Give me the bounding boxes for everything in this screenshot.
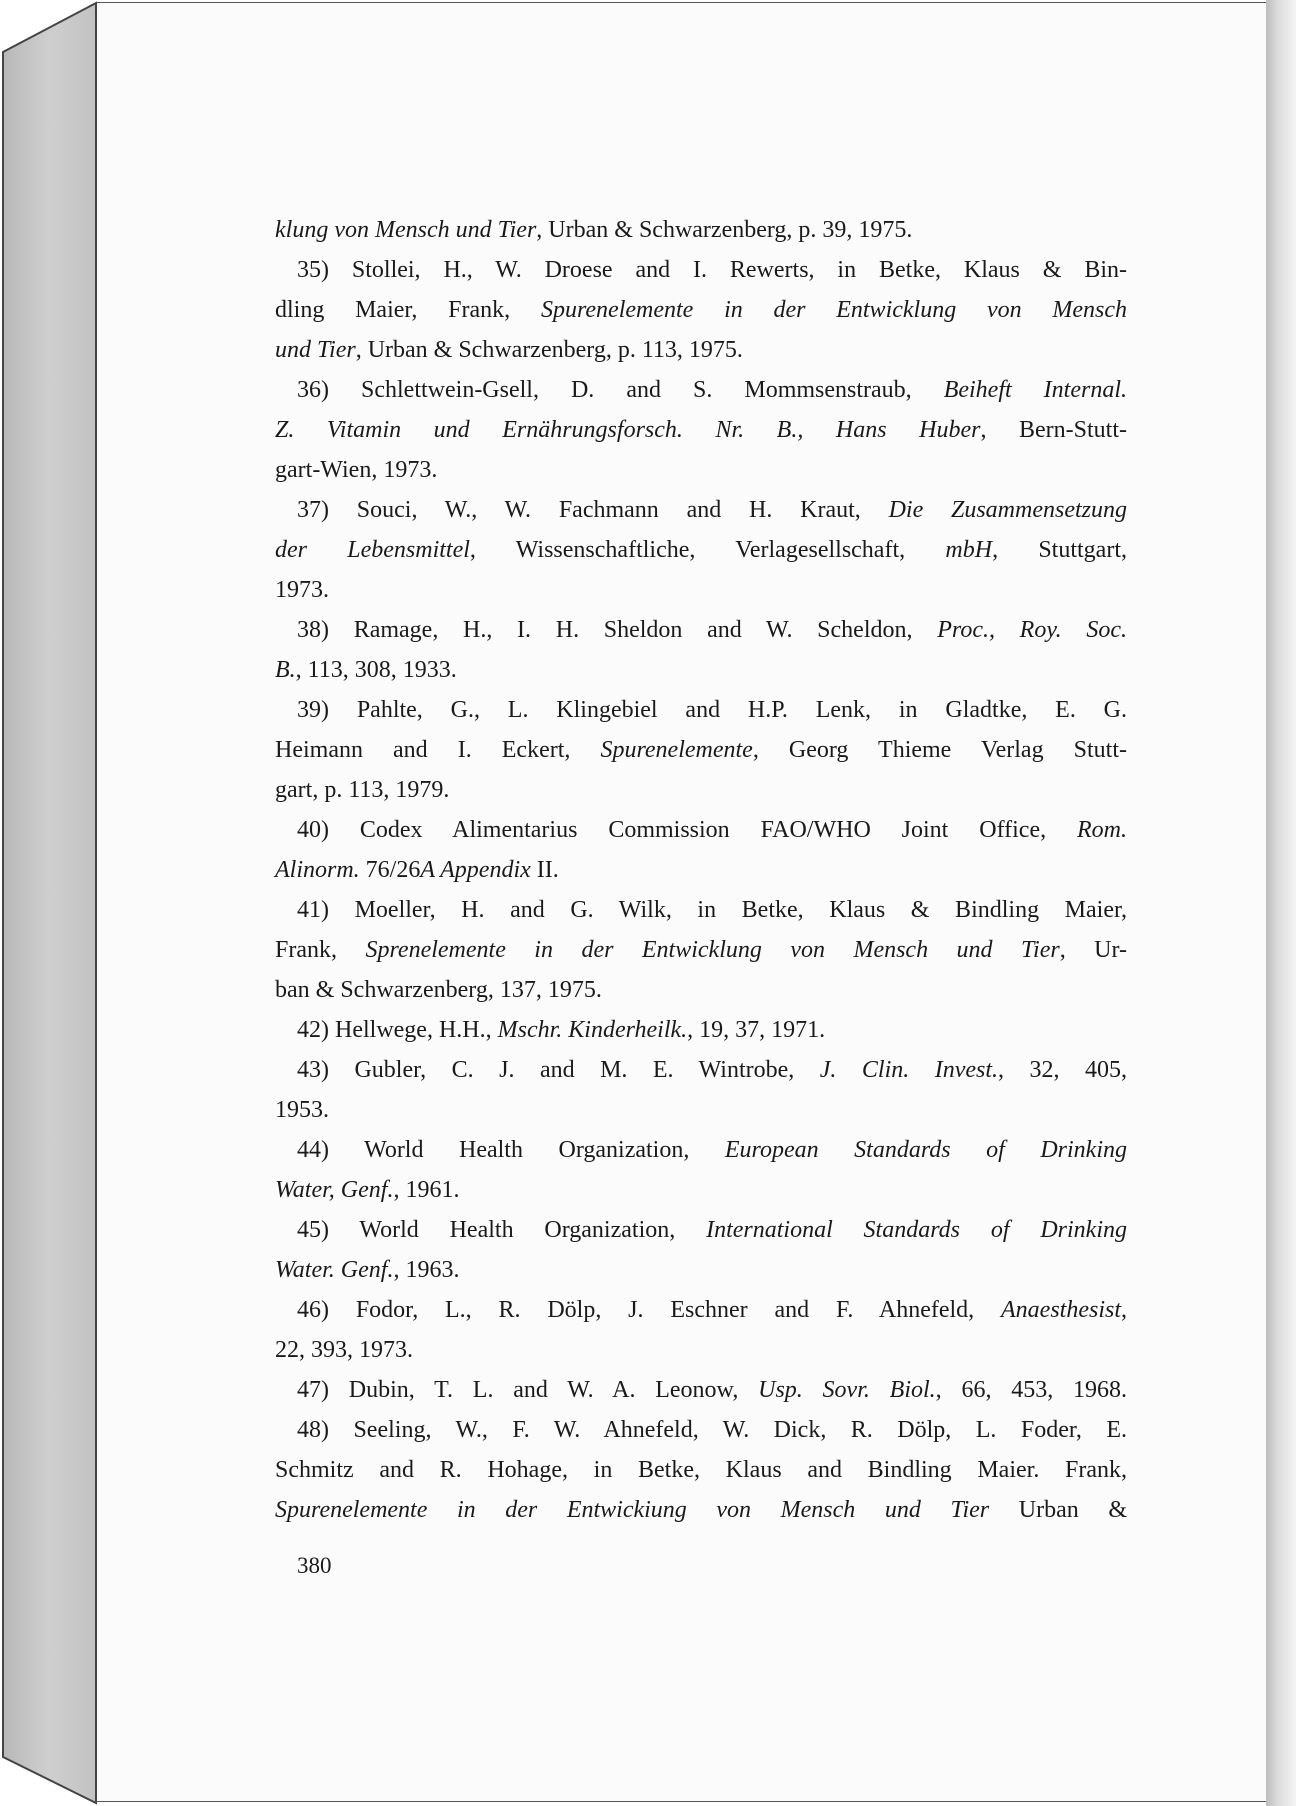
text: 42) Hellwege, H.H., — [297, 1017, 498, 1043]
text: 40) Codex Alimentarius Commission FAO/WHO Joint Office, — [297, 817, 1077, 843]
italic-text: Mschr. Kinderheilk. — [497, 1017, 688, 1043]
reference-line — [275, 570, 1127, 610]
italic-text: Alinorm. — [275, 857, 360, 883]
reference-line — [275, 1370, 1127, 1410]
text: , Wissenschaftliche, Verlagesellschaft, — [469, 537, 946, 563]
text: Schmitz and R. Hohage, in Betke, Klaus and Bindling Maier. Frank, — [275, 1457, 1127, 1483]
text: , 66, 453, 1968. — [935, 1377, 1127, 1403]
page-number: 380 — [297, 1553, 332, 1578]
italic-text: A Appendix — [420, 857, 531, 883]
reference-line — [275, 1090, 1127, 1130]
text: gart, p. 113, 1979. — [275, 777, 450, 803]
italic-text: Spurenelemente — [600, 737, 753, 763]
text: , 1961. — [393, 1177, 460, 1203]
book-spine — [0, 0, 100, 1806]
reference-line — [275, 1290, 1127, 1330]
reference-line — [275, 1330, 1127, 1370]
italic-text: Spurenelemente in der Entwicklung von Mensch — [540, 297, 1127, 323]
italic-text: European Standards of Drinking — [724, 1137, 1127, 1163]
reference-line — [275, 450, 1127, 490]
italic-text: Spurenelemente in der Entwickiung von Mensch und Tier — [275, 1497, 990, 1523]
italic-text: J. Clin. Invest. — [819, 1057, 999, 1083]
text: 22, 393, 1973. — [275, 1337, 413, 1363]
reference-line — [275, 690, 1127, 730]
text: , Stuttgart, — [992, 537, 1127, 563]
text: 47) Dubin, T. L. and W. A. Leonow, — [297, 1377, 759, 1403]
italic-text: mbH — [945, 537, 993, 563]
text: 35) Stollei, H., W. Droese and I. Rewerts, in Betke, Klaus & Bin- — [297, 257, 1127, 283]
reference-line — [275, 770, 1127, 810]
text: , Urban & Schwarzenberg, p. 113, 1975. — [355, 337, 743, 363]
reference-line — [275, 1490, 1127, 1530]
text: , Ur- — [1059, 937, 1127, 963]
reference-line — [275, 290, 1127, 330]
reference-line — [275, 1170, 1127, 1210]
text: gart-Wien, 1973. — [275, 457, 438, 483]
reference-line — [275, 1210, 1127, 1250]
reference-line — [275, 970, 1127, 1010]
reference-line — [275, 1050, 1127, 1090]
text: 43) Gubler, C. J. and M. E. Wintrobe, — [297, 1057, 820, 1083]
italic-text: Proc., Roy. Soc. — [937, 617, 1127, 643]
text: Heimann and I. Eckert, — [275, 737, 601, 763]
italic-text: Anaesthesist — [1001, 1297, 1121, 1323]
reference-line — [275, 370, 1127, 410]
reference-line — [275, 650, 1127, 690]
text: 48) Seeling, W., F. W. Ahnefeld, W. Dick, R. Dölp, L. Foder, E. — [297, 1417, 1127, 1443]
reference-line — [275, 490, 1127, 530]
text: , 1963. — [393, 1257, 460, 1283]
reference-line — [275, 1450, 1127, 1490]
reference-line — [275, 1010, 1127, 1050]
reference-line — [275, 250, 1127, 290]
italic-text: Rom. — [1077, 817, 1127, 843]
text: Frank, — [275, 937, 366, 963]
reference-line — [275, 210, 1127, 250]
reference-line — [275, 930, 1127, 970]
italic-text: Sprenelemente in der Entwicklung von Mensch und Tier — [365, 937, 1060, 963]
reference-line — [275, 330, 1127, 370]
reference-line — [275, 890, 1127, 930]
reference-line — [275, 530, 1127, 570]
reference-list — [275, 210, 1127, 1530]
text: 76/26 — [359, 857, 421, 883]
text: II. — [530, 857, 559, 883]
italic-text: und Tier — [275, 337, 356, 363]
text: 1973. — [275, 577, 329, 603]
italic-text: Usp. Sovr. Biol. — [758, 1377, 936, 1403]
reference-line — [275, 610, 1127, 650]
italic-text: der Lebensmittel — [275, 537, 470, 563]
italic-text: Z. Vitamin und Ernährungsforsch. Nr. B., Hans Huber — [275, 417, 981, 443]
reference-line — [275, 410, 1127, 450]
text: 1953. — [275, 1097, 329, 1123]
italic-text: International Standards of Drinking — [706, 1217, 1127, 1243]
text: , Georg Thieme Verlag Stutt- — [752, 737, 1127, 763]
text: dling Maier, Frank, — [275, 297, 541, 323]
italic-text: Die Zusammensetzung — [888, 497, 1127, 523]
italic-text: klung von Mensch und Tier — [275, 217, 537, 243]
text: 41) Moeller, H. and G. Wilk, in Betke, Klaus & Bindling Maier, — [297, 897, 1127, 923]
reference-line — [275, 810, 1127, 850]
text: , 113, 308, 1933. — [295, 657, 457, 683]
text: 37) Souci, W., W. Fachmann and H. Kraut, — [297, 497, 889, 523]
text: 46) Fodor, L., R. Dölp, J. Eschner and F. Ahnefeld, — [297, 1297, 1001, 1323]
italic-text: Beiheft Internal. — [943, 377, 1127, 403]
text: , — [1121, 1297, 1127, 1323]
text: 39) Pahlte, G., L. Klingebiel and H.P. Lenk, in Gladtke, E. G. — [297, 697, 1127, 723]
text: 36) Schlettwein-Gsell, D. and S. Mommsenstraub, — [297, 377, 944, 403]
text: 45) World Health Organization, — [297, 1217, 707, 1243]
reference-line — [275, 1410, 1127, 1450]
text: , 19, 37, 1971. — [687, 1017, 826, 1043]
text: ban & Schwarzenberg, 137, 1975. — [275, 977, 602, 1003]
text: , 32, 405, — [998, 1057, 1127, 1083]
text: Urban & — [989, 1497, 1127, 1523]
italic-text: B. — [275, 657, 296, 683]
page-shadow — [1266, 0, 1296, 1806]
reference-line — [275, 1130, 1127, 1170]
text: , Urban & Schwarzenberg, p. 39, 1975. — [536, 217, 913, 243]
text: 44) World Health Organization, — [297, 1137, 725, 1163]
reference-line — [275, 730, 1127, 770]
italic-text: Water. Genf. — [275, 1257, 394, 1283]
reference-line — [275, 1250, 1127, 1290]
text: , Bern-Stutt- — [980, 417, 1127, 443]
reference-line — [275, 850, 1127, 890]
italic-text: Water, Genf. — [275, 1177, 394, 1203]
text: 38) Ramage, H., I. H. Sheldon and W. Scheldon, — [297, 617, 938, 643]
